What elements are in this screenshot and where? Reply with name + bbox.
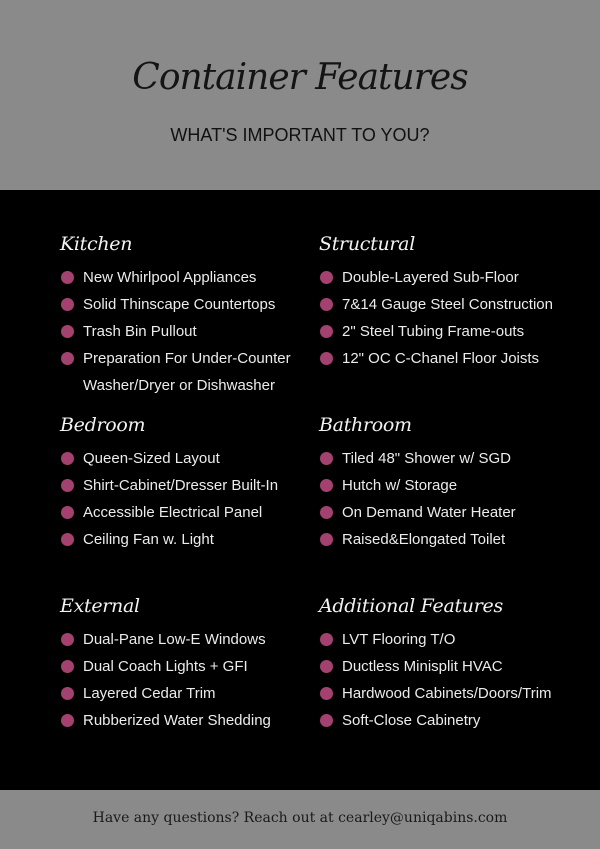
list-item: Soft-Close Cabinetry <box>319 707 579 734</box>
list-item: Ductless Minisplit HVAC <box>319 653 579 680</box>
page-subtitle: WHAT'S IMPORTANT TO YOU? <box>170 125 430 145</box>
bullet-icon <box>61 533 74 546</box>
list-item: Hardwood Cabinets/Doors/Trim <box>319 680 579 707</box>
bullet-icon <box>320 506 333 519</box>
bullet-icon <box>320 533 333 546</box>
list-item: New Whirlpool Appliances <box>60 264 320 291</box>
bullet-icon <box>61 714 74 727</box>
section-structural <box>319 230 579 372</box>
section-title: Bathroom <box>319 414 412 436</box>
features-panel <box>0 190 600 790</box>
section-additional-features <box>319 592 579 734</box>
bullet-icon <box>320 479 333 492</box>
list-item: Double-Layered Sub-Floor <box>319 264 579 291</box>
section-kitchen <box>60 230 320 399</box>
bullet-icon <box>61 325 74 338</box>
bullet-icon <box>320 452 333 465</box>
list-item: Dual-Pane Low-E Windows <box>60 626 320 653</box>
list-item: 12" OC C-Chanel Floor Joists <box>319 345 579 372</box>
bullet-icon <box>61 633 74 646</box>
bullet-icon <box>320 687 333 700</box>
contact-text: Have any questions? Reach out at cearley@uniqabins.com <box>92 810 508 826</box>
list-item: On Demand Water Heater <box>319 499 579 526</box>
bullet-icon <box>61 479 74 492</box>
bullet-icon <box>61 271 74 284</box>
list-item: LVT Flooring T/O <box>319 626 579 653</box>
list-item: Ceiling Fan w. Light <box>60 526 320 553</box>
bullet-icon <box>61 506 74 519</box>
bullet-icon <box>320 660 333 673</box>
bullet-icon <box>320 352 333 365</box>
page-title: Container Features <box>132 57 468 98</box>
section-title: Kitchen <box>60 233 133 255</box>
list-item: Trash Bin Pullout <box>60 318 320 345</box>
section-title: Additional Features <box>319 595 503 617</box>
bullet-icon <box>61 352 74 365</box>
list-item: Layered Cedar Trim <box>60 680 320 707</box>
section-title: Structural <box>319 233 415 255</box>
list-item: Tiled 48" Shower w/ SGD <box>319 445 579 472</box>
bullet-icon <box>320 714 333 727</box>
section-external <box>60 592 320 734</box>
bullet-icon <box>61 298 74 311</box>
list-item: Queen-Sized Layout <box>60 445 320 472</box>
bullet-icon <box>61 687 74 700</box>
list-item: Dual Coach Lights + GFI <box>60 653 320 680</box>
list-item: 7&14 Gauge Steel Construction <box>319 291 579 318</box>
section-bathroom <box>319 411 579 553</box>
bullet-icon <box>320 271 333 284</box>
header-banner <box>0 0 600 190</box>
bullet-icon <box>320 325 333 338</box>
list-item: 2" Steel Tubing Frame-outs <box>319 318 579 345</box>
section-title: Bedroom <box>60 414 146 436</box>
list-item: Accessible Electrical Panel <box>60 499 320 526</box>
list-item: Preparation For Under-Counter Washer/Dryer or Dishwasher <box>60 345 320 399</box>
bullet-icon <box>61 660 74 673</box>
list-item: Shirt-Cabinet/Dresser Built-In <box>60 472 320 499</box>
bullet-icon <box>320 298 333 311</box>
section-title: External <box>60 595 140 617</box>
list-item: Hutch w/ Storage <box>319 472 579 499</box>
bullet-icon <box>320 633 333 646</box>
footer-banner <box>0 790 600 849</box>
section-bedroom <box>60 411 320 553</box>
list-item: Rubberized Water Shedding <box>60 707 320 734</box>
bullet-icon <box>61 452 74 465</box>
list-item: Solid Thinscape Countertops <box>60 291 320 318</box>
list-item: Raised&Elongated Toilet <box>319 526 579 553</box>
